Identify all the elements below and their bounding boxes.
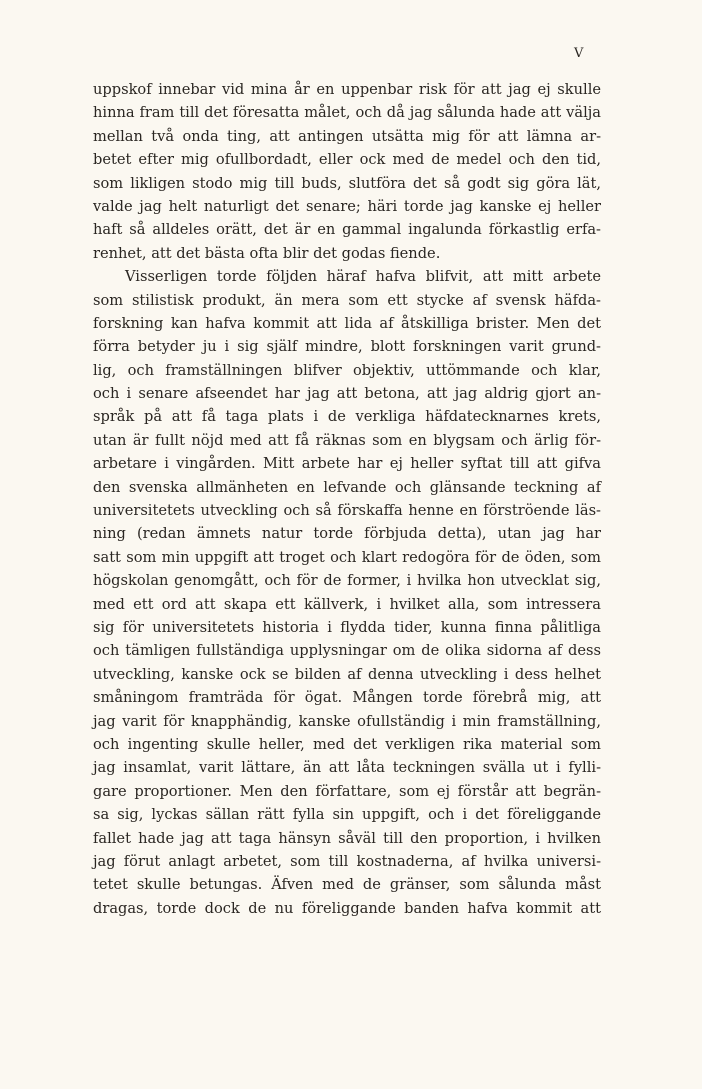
text-line: sa sig, lyckas sällan rätt fylla sin uppgift, och i det föreliggande (93, 806, 601, 824)
text-line: jag varit för knapphändig, kanske ofullständig i min framställning, (93, 712, 601, 730)
text-line: sig för universitetets historia i flydda tider, kunna finna pålitliga (93, 618, 601, 636)
text-line: betet efter mig ofullbordadt, eller ock med de medel och den tid, (93, 151, 601, 169)
text-line: mellan två onda ting, att antingen utsätta mig för att lämna ar- (93, 127, 601, 145)
text-line: lig, och framställningen blifver objektiv, uttömmande och klar, (93, 361, 601, 379)
text-line: utan är fullt nöjd med att få räknas som en blygsam och ärlig för- (93, 431, 601, 449)
text-line: jag insamlat, varit lättare, än att låta teckningen svälla ut i fylli- (93, 759, 601, 777)
text-line: hinna fram till det föresatta målet, och då jag sålunda hade att välja (93, 104, 601, 122)
page-number: V (574, 46, 584, 61)
text-line: förra betyder ju i sig själf mindre, blott forskningen varit grund- (93, 338, 601, 356)
text-line: gare proportioner. Men den författare, som ej förstår att begrän- (93, 782, 601, 800)
text-line: som likligen stodo mig till buds, slutföra det så godt sig göra lät, (93, 174, 601, 192)
text-line: renhet, att det bästa ofta blir det godas fiende. (93, 244, 441, 262)
text-line: och tämligen fullständiga upplysningar om de olika sidorna af dess (93, 642, 601, 660)
text-line: med ett ord att skapa ett källverk, i hvilket alla, som intressera (93, 595, 601, 613)
text-line: haft så alldeles orätt, det är en gammal ingalunda förkastlig erfa- (93, 221, 601, 239)
body-text (93, 78, 601, 920)
text-line: språk på att få taga plats i de verkliga häfdatecknarnes krets, (93, 408, 601, 426)
paragraph-start-line: Visserligen torde följden häraf hafva blifvit, att mitt arbete (125, 268, 601, 286)
text-line: den svenska allmänheten en lefvande och glänsande teckning af (93, 478, 601, 496)
text-line: ning (redan ämnets natur torde förbjuda detta), utan jag har (93, 525, 601, 543)
text-line: och i senare afseendet har jag att betona, att jag aldrig gjort an- (93, 385, 601, 403)
text-line: arbetare i vingården. Mitt arbete har ej heller syftat till att gifva (93, 455, 601, 473)
text-line: dragas, torde dock de nu föreliggande banden hafva kommit att (93, 899, 601, 917)
text-line: utveckling, kanske ock se bilden af denna utveckling i dess helhet (93, 665, 601, 683)
text-line: universitetets utveckling och så förskaffa henne en förströende läs- (93, 502, 601, 520)
text-line: jag förut anlagt arbetet, som till kostnaderna, af hvilka universi- (93, 852, 601, 870)
text-line: högskolan genomgått, och för de former, i hvilka hon utvecklat sig, (93, 572, 601, 590)
text-line: tetet skulle betungas. Äfven med de gränser, som sålunda måst (93, 876, 601, 894)
text-line: forskning kan hafva kommit att lida af åtskilliga brister. Men det (93, 314, 601, 332)
text-line: som stilistisk produkt, än mera som ett stycke af svensk häfda- (93, 291, 601, 309)
text-line: satt som min uppgift att troget och klart redogöra för de öden, som (93, 548, 601, 566)
text-line: och ingenting skulle heller, med det verkligen rika material som (93, 735, 601, 753)
text-line: uppskof innebar vid mina år en uppenbar risk för att jag ej skulle (93, 81, 601, 98)
text-line: valde jag helt naturligt det senare; häri torde jag kanske ej heller (93, 197, 601, 215)
text-line: småningom framträda för ögat. Mången torde förebrå mig, att (93, 689, 601, 707)
text-line: fallet hade jag att taga hänsyn såväl till den proportion, i hvilken (93, 829, 601, 847)
